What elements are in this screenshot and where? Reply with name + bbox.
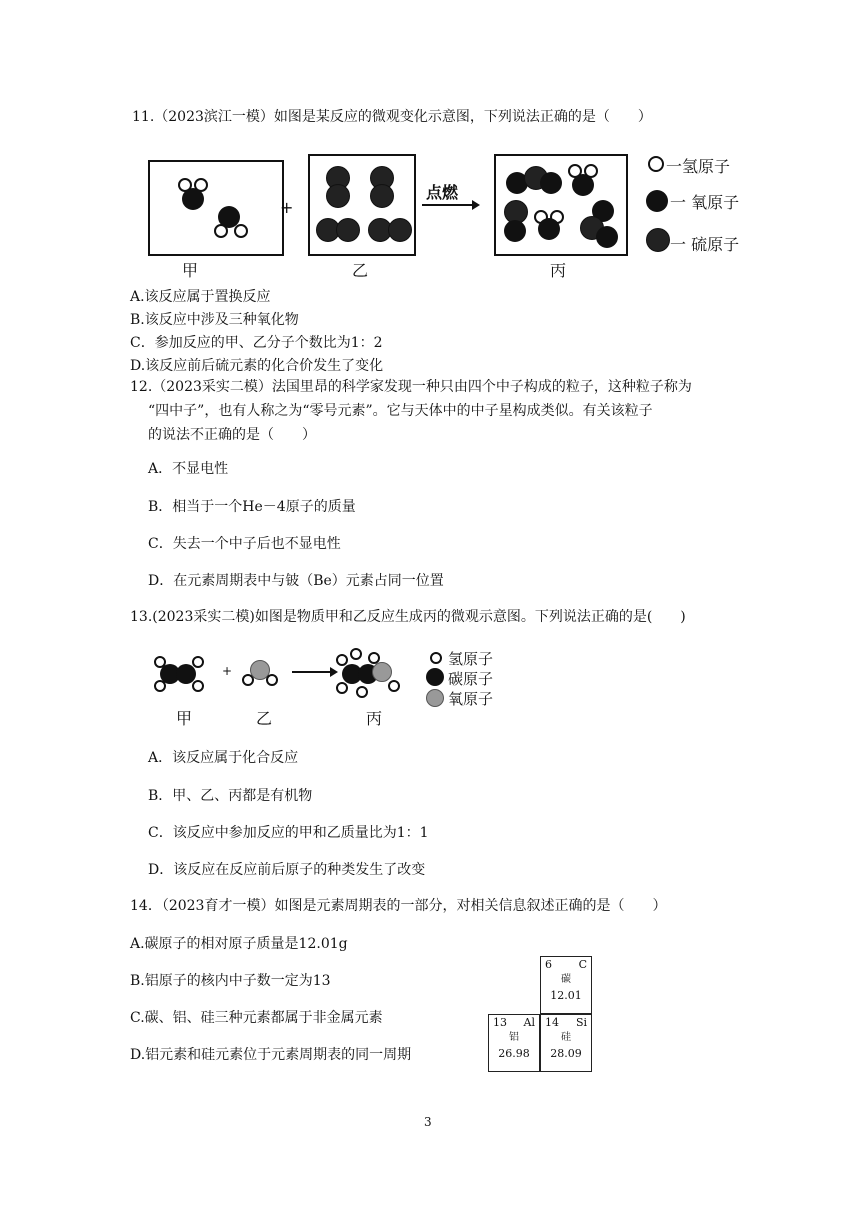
q14-stem: 14．（2023育才一模）如图是元素周期表的一部分，对相关信息叙述正确的是（ ） xyxy=(130,898,667,914)
q13-option-c: C．该反应中参加反应的甲和乙质量比为1：1 xyxy=(148,825,429,841)
q11-option-b: B.该反应中涉及三种氧化物 xyxy=(130,312,299,328)
s-atom xyxy=(370,184,394,208)
s-atom xyxy=(326,184,350,208)
q12-stem-line-3: 的说法不正确的是（ ） xyxy=(148,427,316,443)
reaction-arrow-icon xyxy=(290,666,340,678)
q12-stem-line-2: “四中子”，也有人称之为“零号元素”。它与天体中的中子星构成类似。有关该粒子 xyxy=(148,403,653,419)
q11-box-yi xyxy=(308,154,416,256)
label-yi: 乙 xyxy=(352,261,369,280)
h-atom xyxy=(388,680,400,692)
h-atom xyxy=(356,686,368,698)
arrow-label: 点燃 xyxy=(426,183,459,202)
q11-option-a: A.该反应属于置换反应 xyxy=(130,289,271,305)
o-atom xyxy=(540,172,562,194)
h-atom xyxy=(192,680,204,692)
legend-hydrogen: 氢原子 xyxy=(448,650,494,668)
h-atom-legend-icon xyxy=(430,652,442,664)
element-name: 碳 xyxy=(561,974,571,985)
h-atom xyxy=(192,656,204,668)
atomic-mass: 28.09 xyxy=(550,1047,582,1060)
q12-option-a: A．不显电性 xyxy=(148,461,229,477)
s-atom xyxy=(336,218,360,242)
q12-option-b: B．相当于一个He－4原子的质量 xyxy=(148,499,356,515)
q13-option-b: B．甲、乙、丙都是有机物 xyxy=(148,788,313,804)
q13-option-a: A．该反应属于化合反应 xyxy=(148,750,299,766)
q14-option-d: D.铝元素和硅元素位于元素周期表的同一周期 xyxy=(130,1047,412,1063)
h-atom-legend-icon xyxy=(648,156,664,172)
page-number: 3 xyxy=(424,1115,432,1129)
h-atom xyxy=(368,652,380,664)
h-atom xyxy=(214,224,228,238)
h-atom xyxy=(234,224,248,238)
q12-stem-line-1: 12.（2023采实二模）法国里昂的科学家发现一种只由四个中子构成的粒子，这种粒子称为 xyxy=(130,379,692,395)
element-symbol: Al xyxy=(523,1016,535,1029)
o-atom xyxy=(182,188,204,210)
legend-oxygen: 氧原子 xyxy=(448,690,494,708)
q11-stem: 11.（2023滨江一模）如图是某反应的微观变化示意图，下列说法正确的是（ ） xyxy=(132,109,652,125)
c-atom-legend-icon xyxy=(426,668,444,686)
element-cell-aluminum xyxy=(488,1014,540,1072)
label-bing: 丙 xyxy=(366,709,383,728)
o-atom-legend-icon xyxy=(426,689,444,707)
h-atom xyxy=(336,654,348,666)
legend-hydrogen: 一氢原子 xyxy=(666,157,731,176)
label-yi: 乙 xyxy=(256,709,273,728)
s-atom-legend-icon xyxy=(646,228,670,252)
q13-stem: 13.(2023采实二模)如图是物质甲和乙反应生成丙的微观示意图。下列说法正确的是( ) xyxy=(130,609,686,625)
element-symbol: C xyxy=(578,958,587,971)
element-cell-silicon xyxy=(540,1014,592,1072)
q13-option-d: D．该反应在反应前后原子的种类发生了改变 xyxy=(148,862,426,878)
label-bing: 丙 xyxy=(550,261,567,280)
o-atom-legend-icon xyxy=(646,190,668,212)
q11-option-c: C．参加反应的甲、乙分子个数比为1：2 xyxy=(130,335,383,351)
o-atom xyxy=(504,220,526,242)
reaction-arrow-icon xyxy=(420,198,482,212)
legend-oxygen: 一 氧原子 xyxy=(670,193,740,212)
element-cell-carbon xyxy=(540,956,592,1014)
label-jia: 甲 xyxy=(182,261,199,280)
plus-sign: + xyxy=(222,664,233,678)
q14-option-c: C.碳、铝、硅三种元素都属于非金属元素 xyxy=(130,1010,383,1026)
q11-figure xyxy=(130,140,770,285)
q13-figure xyxy=(140,646,520,732)
q14-option-b: B.铝原子的核内中子数一定为13 xyxy=(130,973,331,989)
q14-option-a: A.碳原子的相对原子质量是12.01g xyxy=(130,936,348,952)
o-atom xyxy=(572,174,594,196)
atomic-number: 13 xyxy=(493,1016,507,1029)
h-atom xyxy=(350,648,362,660)
element-name: 铝 xyxy=(509,1032,519,1043)
q12-option-c: C．失去一个中子后也不显电性 xyxy=(148,536,341,552)
element-name: 硅 xyxy=(561,1032,571,1043)
periodic-table-fragment xyxy=(488,956,592,1074)
h-atom xyxy=(336,682,348,694)
q11-box-jia xyxy=(148,160,284,256)
atomic-number: 6 xyxy=(545,958,552,971)
q12-option-d: D．在元素周期表中与铍（Be）元素占同一位置 xyxy=(148,573,444,589)
legend-sulfur: 一 硫原子 xyxy=(670,235,740,254)
s-atom xyxy=(388,218,412,242)
q11-box-bing xyxy=(494,154,628,256)
atomic-mass: 26.98 xyxy=(498,1047,530,1060)
o-atom xyxy=(538,218,560,240)
legend-carbon: 碳原子 xyxy=(448,670,494,688)
plus-sign: + xyxy=(280,198,294,217)
label-jia: 甲 xyxy=(176,709,193,728)
q11-option-d: D.该反应前后硫元素的化合价发生了变化 xyxy=(130,358,384,374)
o-atom xyxy=(596,226,618,248)
element-symbol: Si xyxy=(575,1016,587,1029)
atomic-number: 14 xyxy=(545,1016,559,1029)
h-atom xyxy=(266,674,278,686)
o-atom xyxy=(372,662,392,682)
atomic-mass: 12.01 xyxy=(550,989,582,1002)
